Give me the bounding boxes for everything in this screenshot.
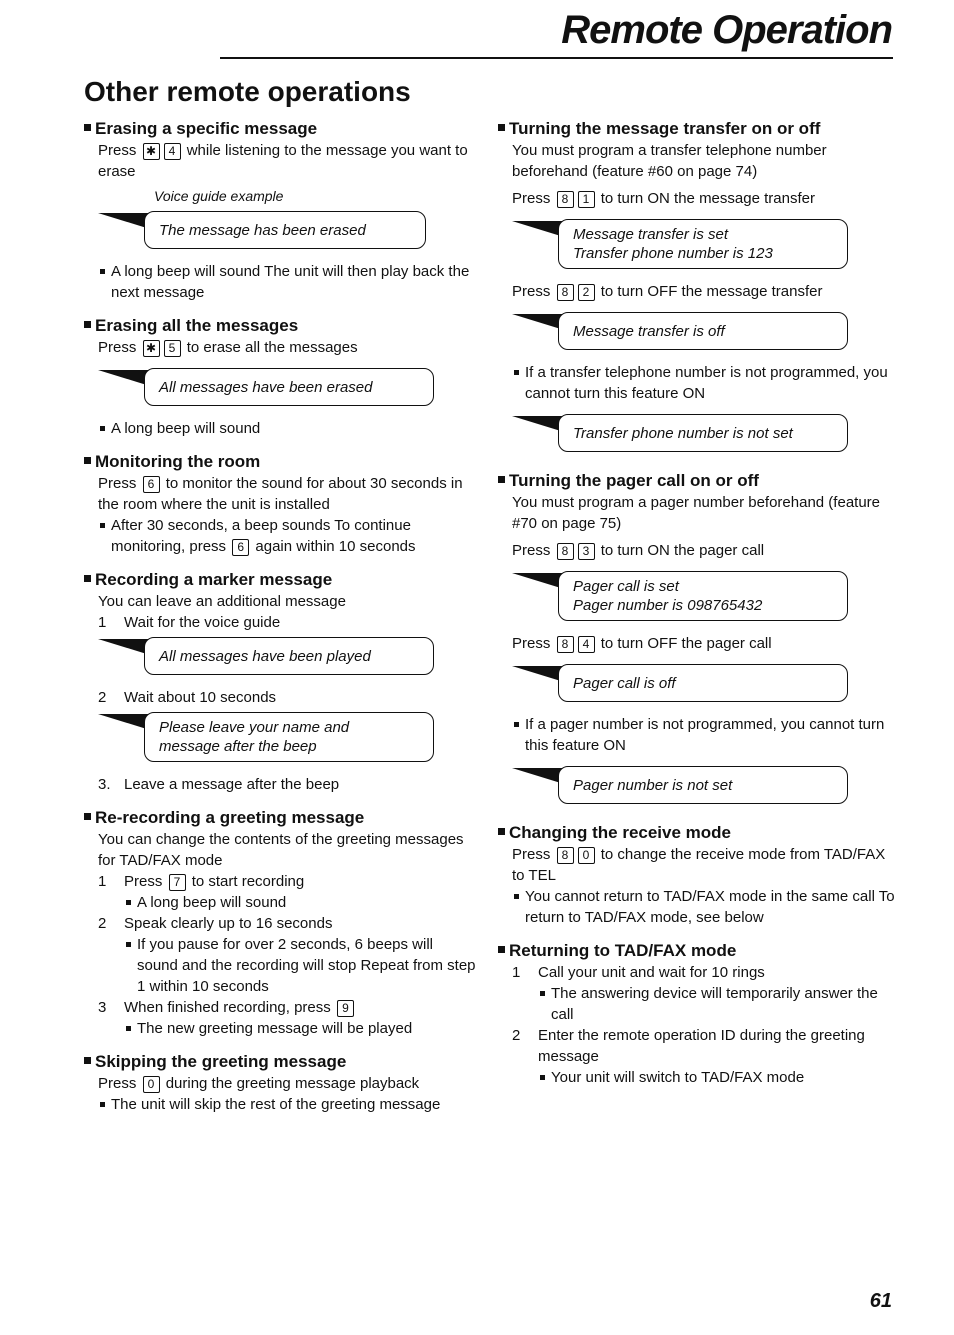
step: 3. Leave a message after the beep	[98, 776, 340, 793]
section-rerecord	[84, 807, 476, 1039]
section-heading: Recording a marker message	[95, 570, 333, 589]
intro: You can change the contents of the greeting messages for TAD/FAX mode	[98, 831, 464, 869]
left-column	[84, 118, 476, 1115]
key-9: 9	[337, 1000, 354, 1017]
bullet-square	[84, 457, 91, 464]
key-star: ✱	[143, 340, 160, 357]
bullet-square	[84, 575, 91, 582]
section-transfer	[498, 118, 898, 458]
section-heading: Returning to TAD/FAX mode	[509, 941, 737, 960]
voice-bubble: All messages have been played	[84, 637, 476, 681]
speech-pointer-icon	[512, 666, 564, 682]
note: If a transfer telephone number is not programmed, you cannot turn this feature ON	[512, 362, 898, 404]
section-receive-mode	[498, 822, 898, 928]
key-7: 7	[169, 874, 186, 891]
bullet-square	[84, 813, 91, 820]
step: 1 Wait for the voice guide	[98, 614, 281, 631]
key-star: ✱	[143, 143, 160, 160]
instruction: Press 8 3 to turn ON the pager call	[512, 542, 765, 559]
section-heading: Skipping the greeting message	[95, 1052, 347, 1071]
voice-bubble: Pager call is off	[498, 664, 898, 708]
speech-pointer-icon	[512, 314, 564, 330]
instruction: Press 8 1 to turn ON the message transfer	[512, 190, 815, 207]
section-pager	[498, 470, 898, 810]
section-heading: Re-recording a greeting message	[95, 808, 365, 827]
key-8: 8	[557, 847, 574, 864]
key-0: 0	[578, 847, 595, 864]
instruction: Press ✱ 5 to erase all the messages	[98, 339, 358, 356]
key-4: 4	[164, 143, 181, 160]
intro: You must program a transfer telephone number beforehand (feature #60 on page 74)	[512, 142, 827, 180]
instruction: Press 8 4 to turn OFF the pager call	[512, 635, 772, 652]
note: If you pause for over 2 seconds, 6 beeps will sound and the recording will stop Repeat from step 1 within 10 seconds	[124, 934, 476, 997]
voice-bubble: Transfer phone number is not set	[498, 414, 898, 458]
section-heading: Monitoring the room	[95, 452, 261, 471]
right-column	[498, 118, 898, 1088]
section-return	[498, 940, 898, 1088]
section-heading: Erasing all the messages	[95, 316, 299, 335]
key-6: 6	[232, 539, 249, 556]
page-number: 61	[869, 1290, 892, 1312]
note: A long beep will sound	[124, 892, 476, 913]
instruction: Press ✱ 4 while listening to the message you want to erase	[98, 142, 468, 180]
step: 2 Wait about 10 seconds	[98, 689, 277, 706]
key-6: 6	[143, 476, 160, 493]
step: 1 Press 7 to start recording	[98, 873, 305, 890]
instruction: Press 8 2 to turn OFF the message transfer	[512, 283, 823, 300]
instruction: Press 8 0 to change the receive mode from TAD/FAX to TEL	[512, 846, 886, 884]
key-0: 0	[143, 1076, 160, 1093]
note: If a pager number is not programmed, you cannot turn this feature ON	[512, 714, 898, 756]
note: The unit will skip the rest of the greeting message	[98, 1094, 476, 1115]
section-marker	[84, 569, 476, 795]
speech-pointer-icon	[512, 416, 564, 432]
section-monitoring	[84, 451, 476, 557]
section-heading: Turning the message transfer on or off	[509, 119, 821, 138]
key-2: 2	[578, 284, 595, 301]
voice-bubble: Message transfer is off	[498, 312, 898, 356]
key-1: 1	[578, 191, 595, 208]
bullet-square	[498, 946, 505, 953]
speech-pointer-icon	[98, 370, 150, 386]
section-erase-specific	[84, 118, 476, 303]
bullet-square	[498, 476, 505, 483]
speech-pointer-icon	[98, 639, 150, 655]
note: The answering device will temporarily answer the call	[538, 983, 898, 1025]
bullet-square	[498, 828, 505, 835]
key-8: 8	[557, 284, 574, 301]
step: 1 Call your unit and wait for 10 rings	[512, 964, 765, 981]
voice-guide-label: Voice guide example	[154, 188, 284, 204]
section-skip	[84, 1051, 476, 1115]
voice-bubble: All messages have been erased	[84, 368, 476, 412]
note: A long beep will sound The unit will then play back the next message	[98, 261, 476, 303]
section-erase-all	[84, 315, 476, 439]
speech-pointer-icon	[512, 768, 564, 784]
note: A long beep will sound	[98, 418, 476, 439]
note: The new greeting message will be played	[124, 1018, 476, 1039]
voice-bubble: Pager call is set Pager number is 098765432	[498, 571, 898, 627]
key-8: 8	[557, 543, 574, 560]
speech-pointer-icon	[512, 573, 564, 589]
note: You cannot return to TAD/FAX mode in the same call To return to TAD/FAX mode, see below	[512, 886, 898, 928]
key-8: 8	[557, 636, 574, 653]
note: Your unit will switch to TAD/FAX mode	[538, 1067, 898, 1088]
intro: You must program a pager number beforehand (feature #70 on page 75)	[512, 494, 881, 532]
instruction: Press 6 to monitor the sound for about 30 seconds in the room where the unit is installed	[98, 475, 463, 513]
intro: You can leave an additional message	[98, 593, 346, 610]
header-rule	[220, 57, 893, 59]
bullet-square	[84, 124, 91, 131]
key-5: 5	[164, 340, 181, 357]
voice-bubble: Message transfer is set Transfer phone number is 123	[498, 219, 898, 275]
key-4: 4	[578, 636, 595, 653]
note: After 30 seconds, a beep sounds To continue monitoring, press 6 again within 10 seconds	[98, 515, 476, 557]
section-heading: Turning the pager call on or off	[509, 471, 759, 490]
bullet-square	[84, 1057, 91, 1064]
step: 2 Speak clearly up to 16 seconds	[98, 915, 333, 932]
speech-pointer-icon	[98, 213, 150, 229]
speech-pointer-icon	[98, 714, 150, 730]
speech-pointer-icon	[512, 221, 564, 237]
bullet-square	[84, 321, 91, 328]
key-8: 8	[557, 191, 574, 208]
section-heading: Erasing a specific message	[95, 119, 318, 138]
section-heading: Changing the receive mode	[509, 823, 731, 842]
key-3: 3	[578, 543, 595, 560]
page-title: Other remote operations	[84, 76, 411, 107]
voice-bubble: The message has been erased	[84, 211, 476, 255]
instruction: Press 0 during the greeting message playback	[98, 1075, 420, 1092]
voice-bubble: Pager number is not set	[498, 766, 898, 810]
step: 3 When finished recording, press 9	[98, 997, 476, 1018]
bullet-square	[498, 124, 505, 131]
chapter-title: Remote Operation	[561, 8, 892, 52]
step: 2 Enter the remote operation ID during the greeting message	[512, 1027, 865, 1065]
voice-bubble: Please leave your name and message after the beep	[84, 712, 476, 768]
